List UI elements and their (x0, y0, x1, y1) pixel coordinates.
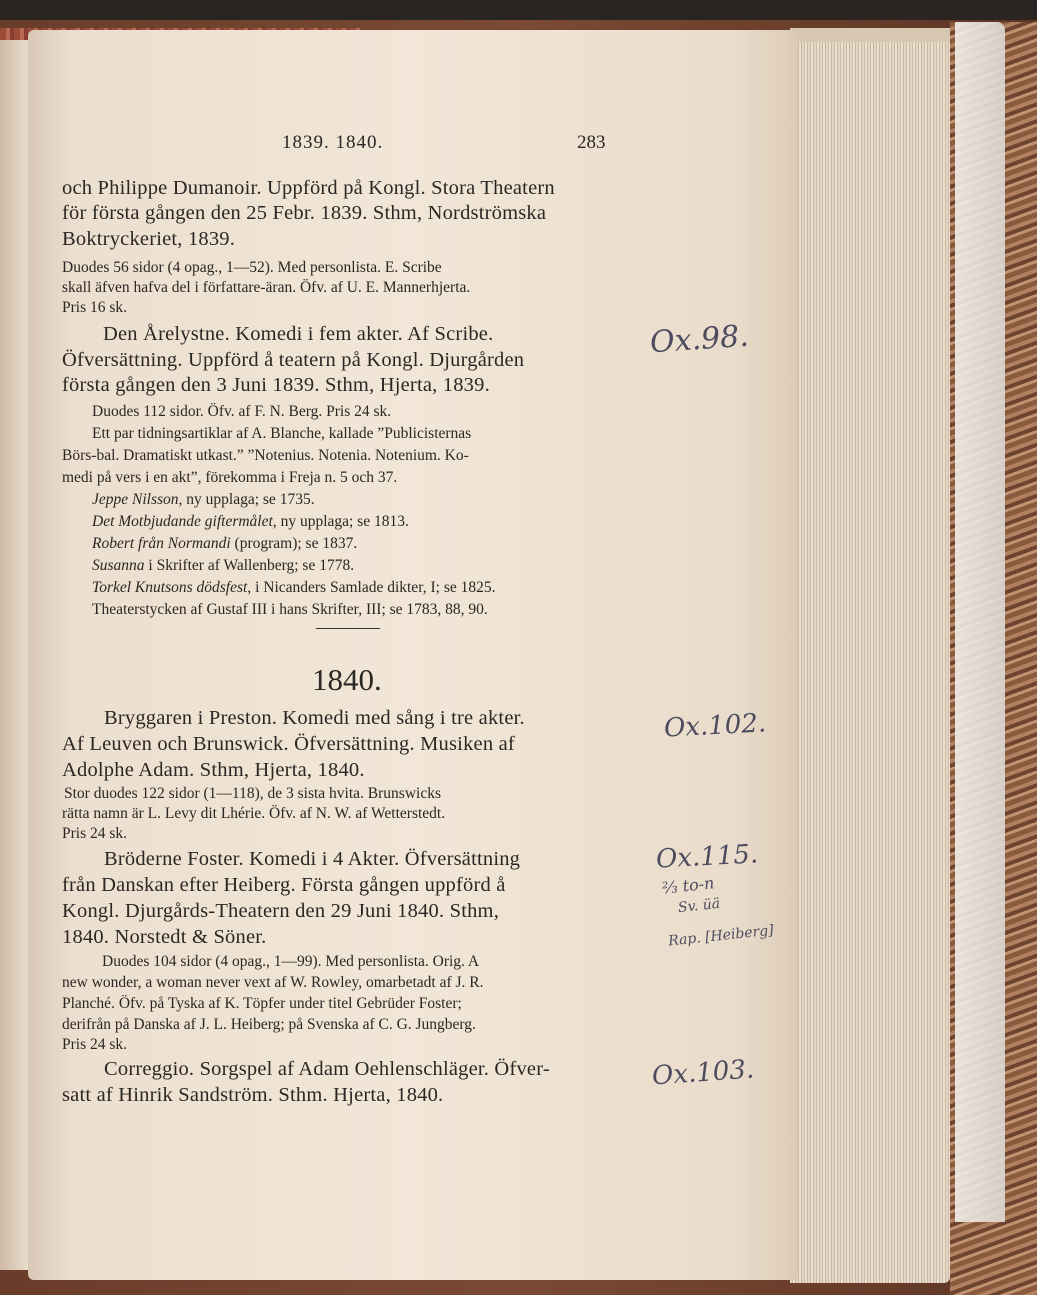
entry-note: Duodes 56 sidor (4 opag., 1—52). Med personlista. E. Scribe (62, 259, 442, 276)
margin-annotation: Ox.115. (655, 839, 759, 875)
entry-note: derifrån på Danska af J. L. Heiberg; på Svenska af C. G. Jungberg. (62, 1016, 476, 1033)
margin-annotation: Ox.103. (651, 1054, 756, 1092)
page-block-edges (790, 28, 950, 1283)
entry-note: Duodes 112 sidor. Öfv. af F. N. Berg. Pris 24 sk. (92, 403, 392, 420)
cross-reference: Susanna i Skrifter af Wallenberg; se 1778. (92, 557, 355, 574)
entry-note: Duodes 104 sidor (4 opag., 1—99). Med personlista. Orig. A (102, 953, 480, 970)
cross-reference: Jeppe Nilsson, ny upplaga; se 1735. (92, 491, 315, 508)
margin-annotation: Ox.102. (663, 708, 767, 744)
entry-title-line: Bröderne Foster. Komedi i 4 Akter. Öfversättning (104, 848, 521, 870)
entry-line: Öfversättning. Uppförd å teatern på Kongl. Djurgården (62, 349, 525, 371)
margin-annotation: Rap. [Heiberg] (667, 922, 775, 950)
entry-line: 1840. Norstedt & Söner. (62, 926, 267, 948)
entry-title-line: Correggio. Sorgspel af Adam Oehlenschläger. Öfver- (104, 1058, 550, 1080)
entry-title-line: Den Årelystne. Komedi i fem akter. Af Scribe. (103, 323, 494, 345)
cross-reference: Det Motbjudande giftermålet, ny upplaga; se 1813. (92, 513, 409, 530)
cross-reference: Theaterstycken af Gustaf III i hans Skrifter, III; se 1783, 88, 90. (92, 601, 488, 618)
entry-note: Börs-bal. Dramatiskt utkast.” ”Notenius. Notenia. Notenium. Ko- (62, 447, 469, 464)
entry-line: Kongl. Djurgårds-Theatern den 29 Juni 1840. Sthm, (62, 900, 500, 922)
entry-line: Boktryckeriet, 1839. (62, 228, 236, 250)
entry-line: Adolphe Adam. Sthm, Hjerta, 1840. (62, 759, 365, 781)
entry-note: Stor duodes 122 sidor (1—118), de 3 sista hvita. Brunswicks (64, 785, 441, 802)
entry-note: Ett par tidningsartiklar af A. Blanche, kallade ”Publicisternas (92, 425, 472, 442)
page-number: 283 (577, 132, 606, 153)
entry-note: rätta namn är L. Levy dit Lhérie. Öfv. af N. W. af Wetterstedt. (62, 805, 446, 822)
entry-line: från Danskan efter Heiberg. Första gången uppförd å (62, 874, 506, 896)
section-divider (316, 628, 380, 629)
cover-corner (955, 22, 1005, 1222)
entry-line: första gången den 3 Juni 1839. Sthm, Hjerta, 1839. (62, 374, 490, 396)
cross-reference: Torkel Knutsons dödsfest, i Nicanders Samlade dikter, I; se 1825. (92, 579, 496, 596)
cross-reference: Robert från Normandi (program); se 1837. (92, 535, 358, 552)
entry-line: och Philippe Dumanoir. Uppförd på Kongl. Stora Theatern (62, 177, 555, 199)
margin-annotation: ⅔ to-n (661, 873, 716, 898)
year-heading: 1840. (312, 662, 382, 697)
page-block-top (790, 28, 950, 42)
entry-note: skall äfven hafva del i författare-äran. Öfv. af U. E. Mannerhjerta. (62, 279, 471, 296)
entry-note: new wonder, a woman never vext af W. Rowley, omarbetadt af J. R. (62, 974, 484, 991)
entry-note: Pris 24 sk. (62, 825, 128, 842)
entry-note: Pris 24 sk. (62, 1036, 128, 1053)
entry-note: Pris 16 sk. (62, 299, 128, 316)
entry-line: satt af Hinrik Sandström. Sthm. Hjerta, 1840. (62, 1084, 444, 1106)
entry-note: medi på vers i en akt”, förekomma i Freja n. 5 och 37. (62, 469, 398, 486)
entry-line: för första gången den 25 Febr. 1839. Sthm, Nordströmska (62, 202, 547, 224)
entry-line: Af Leuven och Brunswick. Öfversättning. Musiken af (62, 733, 515, 755)
entry-note: Planché. Öfv. på Tyska af K. Töpfer under titel Gebrüder Foster; (62, 995, 462, 1012)
margin-annotation: Sv. üä (677, 895, 721, 917)
entry-title-line: Bryggaren i Preston. Komedi med sång i tre akter. (104, 707, 525, 729)
margin-annotation: Ox.98. (648, 318, 750, 361)
running-header: 1839. 1840. (282, 132, 384, 153)
